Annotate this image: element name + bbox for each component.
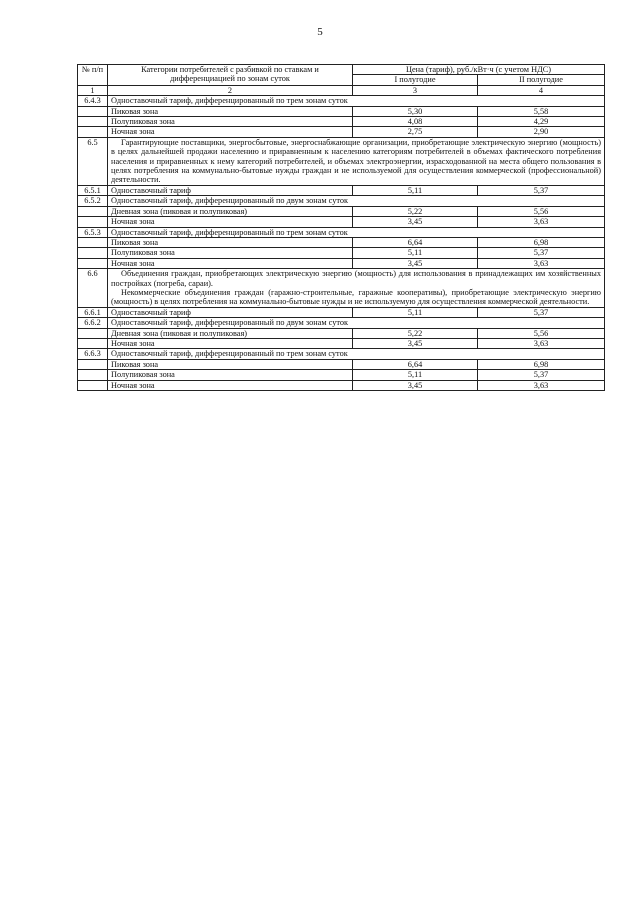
row-number bbox=[78, 380, 108, 390]
row-number: 6.5.2 bbox=[78, 196, 108, 206]
row-number: 6.6.2 bbox=[78, 318, 108, 328]
price-half1: 5,11 bbox=[353, 248, 478, 258]
price-half1: 4,08 bbox=[353, 117, 478, 127]
price-half2: 5,58 bbox=[478, 106, 605, 116]
column-index: 3 bbox=[353, 85, 478, 95]
price-half2: 3,63 bbox=[478, 380, 605, 390]
row-number: 6.4.3 bbox=[78, 96, 108, 106]
zone-label: Пиковая зона bbox=[108, 237, 353, 247]
price-half1: 5,11 bbox=[353, 370, 478, 380]
row-number: 6.5.3 bbox=[78, 227, 108, 237]
row-number: 6.6 bbox=[78, 269, 108, 308]
description-paragraph: Гарантирующие поставщики, энергосбытовые, энергоснабжающие организации, приобретающие электрическую энергию (мощность) в целях дальнейшей продажи населению и приравненным к населению категориям потребителей в объемах фактического потребления населения и приравненных к нему категорий потребителей, и объемах электроэнергии, израсходованной на места общего пользования в целях потребления на коммунально-бытовые нужды граждан и не используемой для осуществления коммерческой (профессиональной) деятельности. bbox=[111, 137, 602, 185]
price-half2: 3,63 bbox=[478, 258, 605, 268]
row-number: 6.6.3 bbox=[78, 349, 108, 359]
table-row bbox=[78, 137, 605, 185]
price-half1: 6,64 bbox=[353, 359, 478, 369]
table-row bbox=[78, 328, 605, 338]
table-row bbox=[78, 338, 605, 348]
tariff-type: Одноставочный тариф, дифференцированный по трем зонам суток bbox=[108, 96, 605, 106]
table-row bbox=[78, 227, 605, 237]
row-number bbox=[78, 217, 108, 227]
price-half2: 4,29 bbox=[478, 117, 605, 127]
table-row bbox=[78, 370, 605, 380]
price-half2: 5,37 bbox=[478, 307, 605, 317]
zone-label: Ночная зона bbox=[108, 338, 353, 348]
zone-label: Ночная зона bbox=[108, 127, 353, 137]
row-number bbox=[78, 117, 108, 127]
price-half2: 3,63 bbox=[478, 217, 605, 227]
price-half2: 5,56 bbox=[478, 328, 605, 338]
tariff-table bbox=[77, 64, 605, 391]
description-paragraph: Объединения граждан, приобретающих электрическую энергию (мощность) для использования в принадлежащих им хозяйственных постройках (погреба, сараи). bbox=[111, 269, 602, 288]
table-row bbox=[78, 185, 605, 195]
header-category: Категории потребителей с разбивкой по ставкам и дифференциацией по зонам суток bbox=[108, 65, 353, 86]
row-number bbox=[78, 237, 108, 247]
page-number: 5 bbox=[317, 26, 323, 38]
price-half1: 3,45 bbox=[353, 338, 478, 348]
zone-label: Пиковая зона bbox=[108, 106, 353, 116]
price-half2: 2,90 bbox=[478, 127, 605, 137]
description-paragraph: Некоммерческие объединения граждан (гаражно-строительные, гаражные кооперативы), приобретающие электрическую энергию (мощность) в целях потребления на коммунально-бытовые нужды и не используемую для осуществления коммерческой деятельности. bbox=[111, 287, 602, 307]
tariff-type: Одноставочный тариф, дифференцированный по трем зонам суток bbox=[108, 227, 605, 237]
table-row bbox=[78, 349, 605, 359]
table-row bbox=[78, 106, 605, 116]
table-row bbox=[78, 217, 605, 227]
zone-label: Пиковая зона bbox=[108, 359, 353, 369]
price-half2: 5,37 bbox=[478, 370, 605, 380]
row-number bbox=[78, 258, 108, 268]
table-row bbox=[78, 380, 605, 390]
tariff-type: Одноставочный тариф, дифференцированный по двум зонам суток bbox=[108, 318, 605, 328]
table-row bbox=[78, 237, 605, 247]
column-index: 2 bbox=[108, 85, 353, 95]
row-number: 6.6.1 bbox=[78, 307, 108, 317]
category-description bbox=[108, 137, 605, 185]
price-half2: 6,98 bbox=[478, 237, 605, 247]
column-index-row bbox=[78, 85, 605, 95]
price-half1: 6,64 bbox=[353, 237, 478, 247]
header-row bbox=[78, 65, 605, 75]
price-half2: 3,63 bbox=[478, 338, 605, 348]
tariff-type: Одноставочный тариф bbox=[108, 185, 353, 195]
row-number bbox=[78, 328, 108, 338]
price-half1: 3,45 bbox=[353, 380, 478, 390]
column-index: 1 bbox=[78, 85, 108, 95]
category-description bbox=[108, 269, 605, 308]
price-half1: 5,30 bbox=[353, 106, 478, 116]
zone-label: Полупиковая зона bbox=[108, 117, 353, 127]
row-number bbox=[78, 206, 108, 216]
column-index: 4 bbox=[478, 85, 605, 95]
table-row bbox=[78, 258, 605, 268]
table-row bbox=[78, 196, 605, 206]
price-half2: 5,37 bbox=[478, 248, 605, 258]
price-half1: 3,45 bbox=[353, 217, 478, 227]
header-half2: II полугодие bbox=[478, 75, 605, 85]
row-number bbox=[78, 248, 108, 258]
zone-label: Ночная зона bbox=[108, 258, 353, 268]
price-half2: 5,37 bbox=[478, 185, 605, 195]
row-number bbox=[78, 370, 108, 380]
table-row bbox=[78, 117, 605, 127]
row-number: 6.5.1 bbox=[78, 185, 108, 195]
table-row bbox=[78, 127, 605, 137]
zone-label: Ночная зона bbox=[108, 217, 353, 227]
table-row bbox=[78, 248, 605, 258]
price-half2: 5,56 bbox=[478, 206, 605, 216]
tariff-type: Одноставочный тариф bbox=[108, 307, 353, 317]
table-row bbox=[78, 206, 605, 216]
table-row bbox=[78, 96, 605, 106]
header-num: № п/п bbox=[78, 65, 108, 86]
table-row bbox=[78, 307, 605, 317]
zone-label: Ночная зона bbox=[108, 380, 353, 390]
tariff-type: Одноставочный тариф, дифференцированный по трем зонам суток bbox=[108, 349, 605, 359]
price-half1: 3,45 bbox=[353, 258, 478, 268]
row-number: 6.5 bbox=[78, 137, 108, 185]
price-half1: 5,22 bbox=[353, 328, 478, 338]
table-row bbox=[78, 269, 605, 308]
zone-label: Дневная зона (пиковая и полупиковая) bbox=[108, 206, 353, 216]
header-half1: I полугодие bbox=[353, 75, 478, 85]
tariff-type: Одноставочный тариф, дифференцированный по двум зонам суток bbox=[108, 196, 605, 206]
zone-label: Дневная зона (пиковая и полупиковая) bbox=[108, 328, 353, 338]
price-half1: 5,11 bbox=[353, 307, 478, 317]
header-price: Цена (тариф), руб./кВт·ч (с учетом НДС) bbox=[353, 65, 605, 75]
zone-label: Полупиковая зона bbox=[108, 370, 353, 380]
price-half2: 6,98 bbox=[478, 359, 605, 369]
row-number bbox=[78, 338, 108, 348]
price-half1: 5,22 bbox=[353, 206, 478, 216]
row-number bbox=[78, 106, 108, 116]
row-number bbox=[78, 359, 108, 369]
price-half1: 5,11 bbox=[353, 185, 478, 195]
row-number bbox=[78, 127, 108, 137]
zone-label: Полупиковая зона bbox=[108, 248, 353, 258]
price-half1: 2,75 bbox=[353, 127, 478, 137]
table-row bbox=[78, 318, 605, 328]
table-row bbox=[78, 359, 605, 369]
